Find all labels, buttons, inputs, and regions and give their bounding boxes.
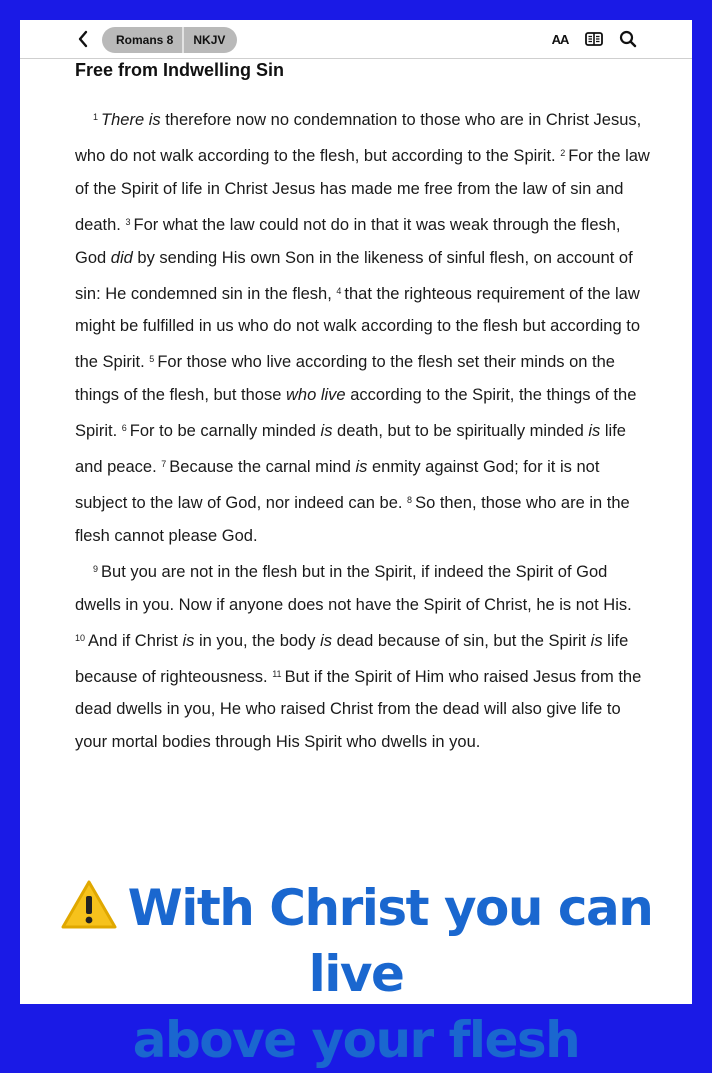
- verse-text: therefore now no condemnation to those who are in Christ Jesus, who do not walk according to the flesh, but according to the Spirit.: [75, 111, 642, 165]
- verse-text: But you are not in the flesh but in the Spirit, if indeed the Spirit of God dwells in you. Now if anyone does not have the Spirit of Christ, he is not His.: [75, 562, 632, 614]
- verse-text-italic: did: [110, 248, 133, 267]
- verse-number[interactable]: 5: [149, 354, 155, 365]
- back-button[interactable]: [72, 27, 94, 51]
- verse-text: For what the law could not do in that it was weak through the flesh, God: [75, 215, 621, 267]
- verse-text: For the law of the Spirit of life in Christ Jesus has made me free from the law of sin and death.: [75, 146, 650, 234]
- verse-text: So then, those who are in the flesh cannot please God.: [75, 493, 630, 545]
- verse-text: life and peace.: [75, 422, 626, 477]
- caption-banner: [20, 875, 692, 1073]
- book-icon: [585, 32, 603, 46]
- warning-icon: [60, 879, 118, 931]
- chevron-left-icon: [77, 30, 89, 48]
- caption-line-1: [20, 875, 692, 1007]
- verse-text-italic: is: [355, 458, 368, 477]
- verse-number[interactable]: 9: [93, 563, 99, 574]
- verse-text: dead because of sin, but the Spirit: [331, 631, 591, 650]
- passage-selector[interactable]: [102, 27, 237, 53]
- paragraph-2: [75, 553, 650, 759]
- verse-text: that the righteous requirement of the law might be fulfilled in us who do not walk according to the flesh but according to the Spirit.: [75, 284, 640, 372]
- verse-text: in you, the body: [194, 631, 321, 650]
- verse-number[interactable]: 4: [336, 285, 342, 296]
- top-toolbar: [20, 20, 692, 59]
- verse-number[interactable]: 10: [75, 632, 86, 643]
- verse-text-italic: is: [320, 631, 332, 650]
- verse-text: For those who live according to the flesh set their minds on the things of the flesh, but those: [75, 353, 615, 405]
- verse-text-italic: is: [320, 422, 333, 441]
- book-view-button[interactable]: [584, 29, 604, 49]
- verse-text: according to the Spirit, the things of the Spirit.: [75, 386, 637, 441]
- verse-text: death, but to be spiritually minded: [332, 422, 589, 441]
- verse-number[interactable]: 1: [93, 112, 99, 122]
- verse-text: enmity against God; for it is not subject to the law of God, nor indeed can be.: [75, 458, 600, 512]
- verse-text-italic: There is: [101, 111, 161, 129]
- verse-text-italic: is: [588, 422, 601, 441]
- verse-text-italic: is: [590, 631, 603, 650]
- verse-number[interactable]: 7: [161, 459, 167, 470]
- verse-number[interactable]: 2: [560, 147, 566, 158]
- verse-number[interactable]: 6: [121, 423, 127, 434]
- text-size-icon: AA: [551, 31, 569, 47]
- caption-text: With Christ you can live: [127, 879, 653, 1003]
- text-size-button[interactable]: [550, 29, 570, 49]
- paragraph-1: [75, 101, 650, 553]
- verse-text: But if the Spirit of Him who raised Jesus from the dead dwells in you, He who raised Christ from the dead will also give life to your mortal bodies through His Spirit who dwells in you.: [75, 667, 642, 752]
- reader-page: [20, 20, 692, 1069]
- verse-number[interactable]: 8: [407, 494, 413, 505]
- verse-text: For to be carnally minded: [129, 422, 321, 441]
- verse-text: by sending His own Son in the likeness of sinful flesh, on account of sin: He condemned sin in the flesh,: [75, 248, 633, 303]
- search-icon: [619, 30, 637, 48]
- verse-text-italic: who live: [285, 386, 346, 405]
- toolbar-actions: [550, 29, 638, 49]
- section-heading: Free from Indwelling Sin: [75, 60, 285, 80]
- verse-text: Because the carnal mind: [169, 458, 356, 477]
- verse-text: life because of righteousness.: [75, 631, 629, 686]
- verse-number[interactable]: 3: [125, 216, 131, 227]
- verse-text-italic: is: [182, 631, 195, 650]
- caption-line-2: above your flesh: [132, 1011, 580, 1069]
- version-button[interactable]: NKJV: [182, 27, 237, 53]
- verse-text: And if Christ: [88, 631, 183, 650]
- search-button[interactable]: [618, 29, 638, 49]
- scripture-passage: [75, 101, 650, 759]
- verse-number[interactable]: 11: [272, 668, 282, 679]
- book-chapter-button[interactable]: Romans 8: [116, 33, 174, 47]
